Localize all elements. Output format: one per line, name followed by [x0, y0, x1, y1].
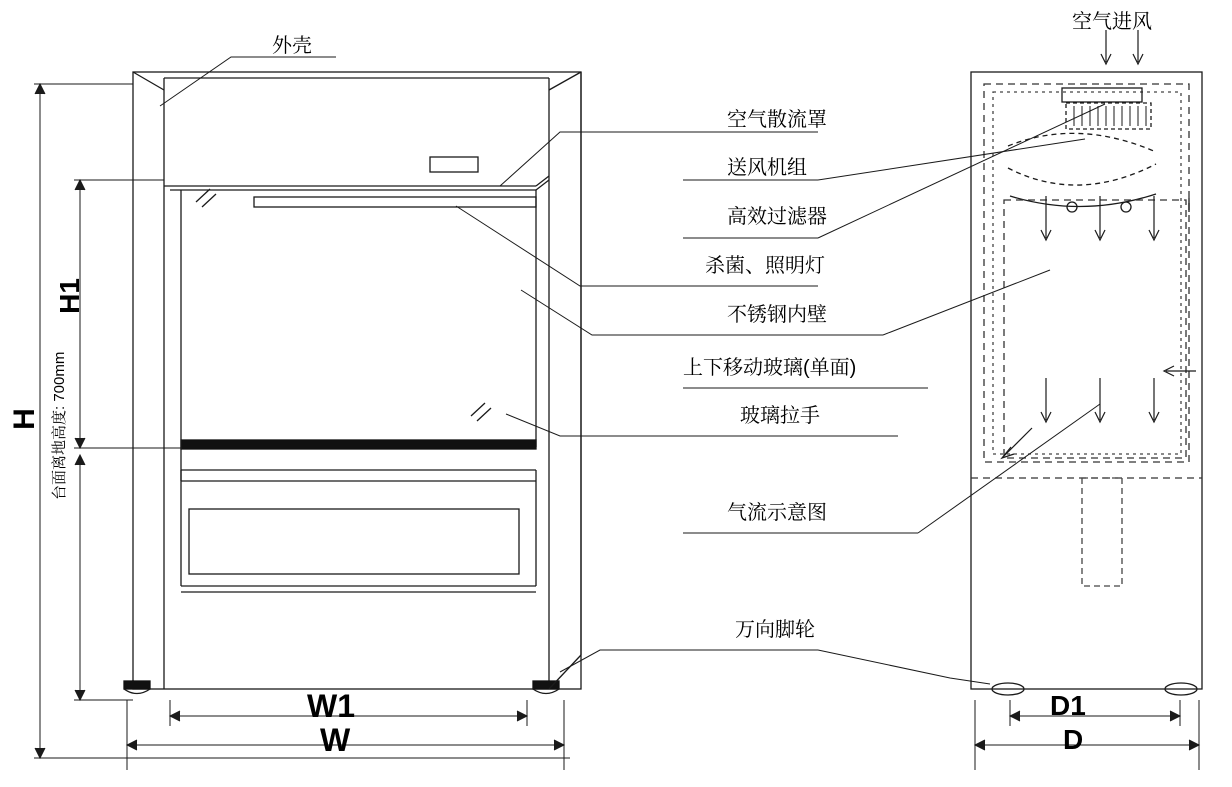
front-view-outline	[133, 72, 581, 689]
label-airflow-diagram: 气流示意图	[727, 502, 827, 524]
side-view-outline	[971, 72, 1202, 695]
airflow-arrows	[1002, 30, 1196, 458]
dim-depth-d: D	[1063, 724, 1084, 755]
label-stainless-inner-wall: 不锈钢内壁	[727, 304, 827, 326]
label-air-diffuser: 空气散流罩	[727, 109, 827, 131]
label-germicidal-lamp: 杀菌、照明灯	[705, 255, 825, 277]
label-glass-handle: 玻璃拉手	[740, 405, 820, 427]
dim-worktop-height: 台面离地高度: 700mm	[51, 351, 68, 500]
label-shell: 外壳	[272, 35, 312, 57]
dimension-lines	[34, 84, 1199, 770]
label-air-intake: 空气进风	[1072, 11, 1152, 33]
dim-height-total: H	[7, 408, 41, 430]
front-view-work-chamber	[164, 157, 549, 592]
dim-width-w: W	[320, 722, 351, 758]
label-hepa-filter: 高效过滤器	[727, 206, 827, 228]
label-blower-unit: 送风机组	[727, 157, 807, 179]
label-sliding-glass: 上下移动玻璃(单面)	[683, 357, 857, 379]
dim-depth-d1: D1	[1050, 690, 1086, 721]
dim-width-w1: W1	[307, 688, 355, 724]
dim-height-h1: H1	[53, 278, 85, 314]
label-caster: 万向脚轮	[735, 619, 815, 641]
leader-lines	[160, 57, 1105, 684]
